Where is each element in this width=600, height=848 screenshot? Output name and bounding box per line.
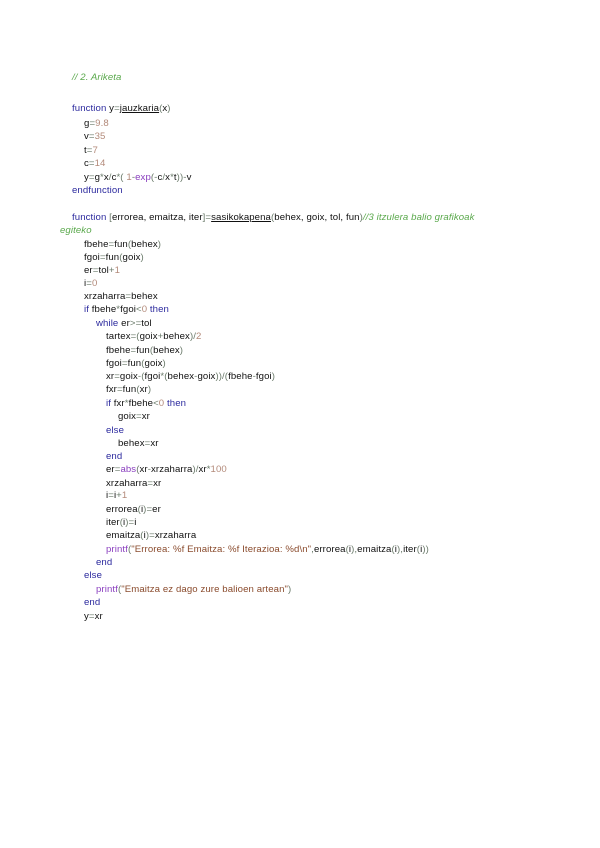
code-token: 14: [94, 158, 106, 169]
code-token: ): [157, 239, 162, 250]
code-token: er: [84, 265, 93, 276]
code-token: /: [162, 172, 166, 183]
code-token: +: [157, 331, 164, 342]
code-line: [72, 185, 123, 197]
code-token: fxr: [113, 398, 125, 409]
code-token: fgoi: [120, 304, 136, 315]
code-token: =: [99, 252, 106, 263]
code-line: [106, 398, 186, 410]
code-token: errorea: [106, 504, 138, 515]
code-token: i: [113, 490, 117, 501]
code-token: fbehe: [128, 398, 154, 409]
code-line: [84, 252, 144, 264]
code-token: -: [194, 371, 198, 382]
code-token: 2: [196, 331, 202, 342]
code-line: [106, 345, 183, 357]
code-token: -: [147, 464, 152, 475]
code-token: fun: [114, 239, 128, 250]
code-token: errorea: [313, 544, 346, 555]
code-line: [84, 239, 161, 251]
code-token: jauzkaria: [119, 103, 160, 114]
code-token: (: [416, 544, 421, 555]
code-token: endfunction: [72, 185, 123, 196]
code-token: *: [100, 172, 104, 183]
code-line: [84, 597, 100, 609]
code-token: y: [84, 172, 89, 183]
code-token: end: [96, 557, 113, 568]
code-token: (: [159, 103, 163, 114]
code-token: i: [140, 504, 144, 515]
code-token: (: [271, 212, 275, 223]
code-token: ): [288, 584, 292, 595]
code-token: fbehe: [228, 371, 253, 382]
code-token: ): [162, 358, 166, 369]
code-token: behex: [163, 331, 190, 342]
code-token: v: [186, 172, 192, 183]
code-token: =(: [130, 331, 140, 342]
code-token: )/: [189, 331, 196, 342]
code-token: (: [137, 504, 141, 515]
code-line: [106, 517, 137, 529]
code-line: [106, 490, 127, 502]
code-line: [106, 530, 196, 542]
code-line: [118, 411, 150, 423]
code-token: fbehe: [84, 239, 109, 250]
code-token: (-: [150, 172, 158, 183]
code-line: [60, 225, 92, 237]
code-token: 0: [91, 278, 98, 289]
code-token: =: [144, 438, 151, 449]
code-line: [96, 584, 291, 596]
code-token: x: [103, 172, 109, 183]
code-token: 1: [121, 490, 128, 501]
code-token: xrzaharra: [154, 530, 197, 541]
code-token: *: [206, 464, 211, 475]
code-token: tol: [141, 318, 152, 329]
code-token: behex: [118, 438, 145, 449]
code-token: =: [86, 145, 93, 156]
code-line: [106, 464, 227, 476]
code-token: egiteko: [60, 225, 92, 236]
code-line: [106, 504, 161, 516]
code-token: behex: [153, 345, 180, 356]
code-token: while: [96, 318, 122, 329]
code-token: xr: [150, 438, 159, 449]
code-token: emaitza: [106, 530, 141, 541]
code-token: 0: [141, 304, 148, 315]
code-token: <: [153, 398, 159, 409]
code-token: =: [88, 172, 95, 183]
code-token: (: [136, 464, 140, 475]
code-token: )): [422, 544, 429, 555]
code-token: iter: [403, 544, 417, 555]
code-token: v: [84, 131, 89, 142]
code-token: fxr: [106, 384, 117, 395]
code-token: xrzaharra: [106, 478, 148, 489]
code-token: ): [359, 212, 363, 223]
code-token: xr: [139, 384, 148, 395]
code-token: goix: [197, 371, 216, 382]
code-token: fun: [105, 252, 120, 263]
code-token: goix: [119, 371, 138, 382]
code-token: )/: [192, 464, 199, 475]
code-token: er: [152, 504, 161, 515]
code-token: behex: [167, 371, 195, 382]
code-line: [118, 438, 159, 450]
code-token: goix: [144, 358, 163, 369]
code-token: abs: [120, 464, 137, 475]
code-token: x: [162, 103, 168, 114]
code-token: +: [116, 490, 122, 501]
code-token: fbehe: [106, 345, 131, 356]
code-line: [84, 145, 98, 157]
code-token: =: [92, 265, 99, 276]
code-token: [: [109, 212, 112, 223]
code-line: [84, 278, 97, 290]
code-token: exp: [135, 172, 151, 183]
code-token: =: [114, 464, 121, 475]
code-token: =: [88, 131, 95, 142]
code-token: (: [136, 384, 140, 395]
code-token: xr: [139, 464, 148, 475]
code-token: x: [165, 172, 171, 183]
code-token: goix: [139, 331, 158, 342]
code-token: fun: [136, 345, 150, 356]
code-token: "Errorea: %f Emaitza: %f Iterazioa: %d\n": [131, 544, 312, 555]
code-token: tol: [98, 265, 109, 276]
code-line: [106, 384, 151, 396]
code-line: [84, 118, 109, 130]
code-token: =: [116, 384, 123, 395]
code-token: =: [88, 611, 95, 622]
code-token: 0: [158, 398, 165, 409]
code-line: [72, 212, 475, 224]
code-token: printf: [96, 584, 118, 595]
code-line: [106, 371, 275, 383]
code-token: goix: [122, 252, 141, 263]
code-line: [106, 451, 122, 463]
code-token: =: [147, 478, 154, 489]
code-token: behex: [131, 291, 158, 302]
code-token: behex: [131, 239, 158, 250]
code-token: if: [106, 398, 114, 409]
code-token: ))-: [176, 172, 187, 183]
code-token: er: [106, 464, 115, 475]
code-token: i: [84, 278, 87, 289]
code-token: 1: [114, 265, 121, 276]
code-token: ): [167, 103, 171, 114]
code-line: [84, 304, 169, 316]
code-token: =: [88, 158, 95, 169]
code-token: else: [84, 570, 102, 581]
code-token: (: [391, 544, 395, 555]
code-token: function: [72, 103, 110, 114]
code-token: <: [136, 304, 142, 315]
code-token: =: [114, 371, 120, 382]
code-token: ,: [311, 544, 314, 555]
code-token: fgoi: [106, 358, 122, 369]
code-line: [84, 291, 158, 303]
code-token: (: [149, 345, 154, 356]
code-token: =: [86, 278, 92, 289]
heading-comment: // 2. Ariketa: [72, 72, 122, 83]
code-token: -(: [137, 371, 145, 382]
code-line: [106, 425, 124, 437]
code-line: [84, 611, 103, 623]
code-token: *: [116, 304, 121, 315]
code-token: t: [173, 172, 177, 183]
code-token: (: [140, 530, 144, 541]
code-token: =: [89, 118, 96, 129]
code-token: //3 itzulera balio grafikoak: [362, 212, 475, 223]
code-token: c: [157, 172, 163, 183]
code-token: end: [84, 597, 101, 608]
code-token: t: [84, 145, 87, 156]
code-token: ),: [351, 544, 358, 555]
code-line: [96, 318, 152, 330]
code-token: i: [143, 530, 146, 541]
code-token: "Emaitza ez dago zure balioen artean": [121, 584, 289, 595]
code-token: *(: [116, 172, 127, 183]
code-token: 7: [92, 145, 98, 156]
code-token: fbehe: [91, 304, 117, 315]
code-token: (: [117, 584, 122, 595]
code-token: (: [119, 517, 124, 528]
code-token: g: [84, 118, 90, 129]
code-token: g: [94, 172, 101, 183]
code-token: *: [124, 398, 129, 409]
code-token: =: [125, 291, 132, 302]
code-token: 35: [94, 131, 106, 142]
code-token: function: [72, 212, 110, 223]
code-token: =: [136, 411, 142, 422]
code-token: ),: [397, 544, 404, 555]
code-token: iter: [106, 517, 120, 528]
code-token: xr: [198, 464, 207, 475]
code-line: [106, 544, 429, 556]
code-token: +: [108, 265, 115, 276]
code-token: i: [106, 490, 109, 501]
code-token: y: [109, 103, 115, 114]
code-token: =: [108, 239, 115, 250]
code-token: *(: [160, 371, 168, 382]
code-token: ): [271, 371, 276, 382]
code-token: 9.8: [95, 118, 109, 129]
code-token: /: [108, 172, 112, 183]
code-line: [84, 131, 105, 143]
code-token: c: [111, 172, 117, 183]
code-line: [84, 265, 120, 277]
code-token: i: [348, 544, 352, 555]
code-token: xr: [153, 478, 162, 489]
code-token: (: [127, 239, 132, 250]
code-line: [96, 557, 112, 569]
code-token: xrzaharra: [84, 291, 126, 302]
code-token: ): [179, 345, 184, 356]
code-token: xr: [94, 611, 103, 622]
code-token: i: [420, 544, 423, 555]
code-token: i: [394, 544, 397, 555]
code-token: i: [134, 517, 137, 528]
code-token: )=: [143, 504, 153, 515]
code-token: errorea, emaitza, iter: [111, 212, 203, 223]
code-token: (: [141, 358, 145, 369]
code-token: -: [131, 172, 136, 183]
code-token: tartex: [106, 331, 131, 342]
code-token: y: [84, 611, 89, 622]
code-token: fun: [127, 358, 142, 369]
code-token: end: [106, 451, 123, 462]
code-line: [84, 158, 105, 170]
code-token: xr: [106, 371, 115, 382]
code-token: ): [147, 384, 152, 395]
code-token: 1: [126, 172, 132, 183]
code-token: (: [345, 544, 349, 555]
code-token: )=: [145, 530, 155, 541]
code-line: [106, 478, 161, 490]
code-line: [106, 358, 166, 370]
code-token: sasikokapena: [211, 212, 271, 223]
code-token: -: [252, 371, 256, 382]
code-token: xr: [141, 411, 150, 422]
code-token: ]=: [202, 212, 212, 223]
code-token: ))/(: [215, 371, 229, 382]
code-token: behex, goix, tol, fun: [274, 212, 360, 223]
code-token: fun: [122, 384, 137, 395]
code-token: =: [130, 345, 137, 356]
code-line: [106, 331, 201, 343]
code-token: else: [106, 425, 124, 436]
code-token: (: [127, 544, 132, 555]
code-token: i: [123, 517, 126, 528]
code-token: printf: [106, 544, 128, 555]
code-token: =: [114, 103, 120, 114]
code-token: 100: [210, 464, 227, 475]
code-token: then: [147, 304, 169, 315]
code-token: >=: [129, 318, 142, 329]
code-token: =: [108, 490, 114, 501]
code-token: if: [84, 304, 92, 315]
code-line: [84, 172, 191, 184]
code-token: emaitza: [357, 544, 392, 555]
code-token: =: [121, 358, 128, 369]
code-line: [84, 570, 102, 582]
code-token: ): [140, 252, 144, 263]
code-token: fgoi: [255, 371, 272, 382]
code-token: (: [119, 252, 123, 263]
code-token: goix: [118, 411, 136, 422]
code-token: c: [84, 158, 89, 169]
code-token: )=: [125, 517, 135, 528]
code-token: xrzaharra: [151, 464, 193, 475]
code-token: then: [164, 398, 187, 409]
code-token: fgoi: [144, 371, 161, 382]
code-token: *: [170, 172, 174, 183]
code-token: fgoi: [84, 252, 100, 263]
code-token: er: [121, 318, 130, 329]
code-line: [72, 103, 171, 115]
